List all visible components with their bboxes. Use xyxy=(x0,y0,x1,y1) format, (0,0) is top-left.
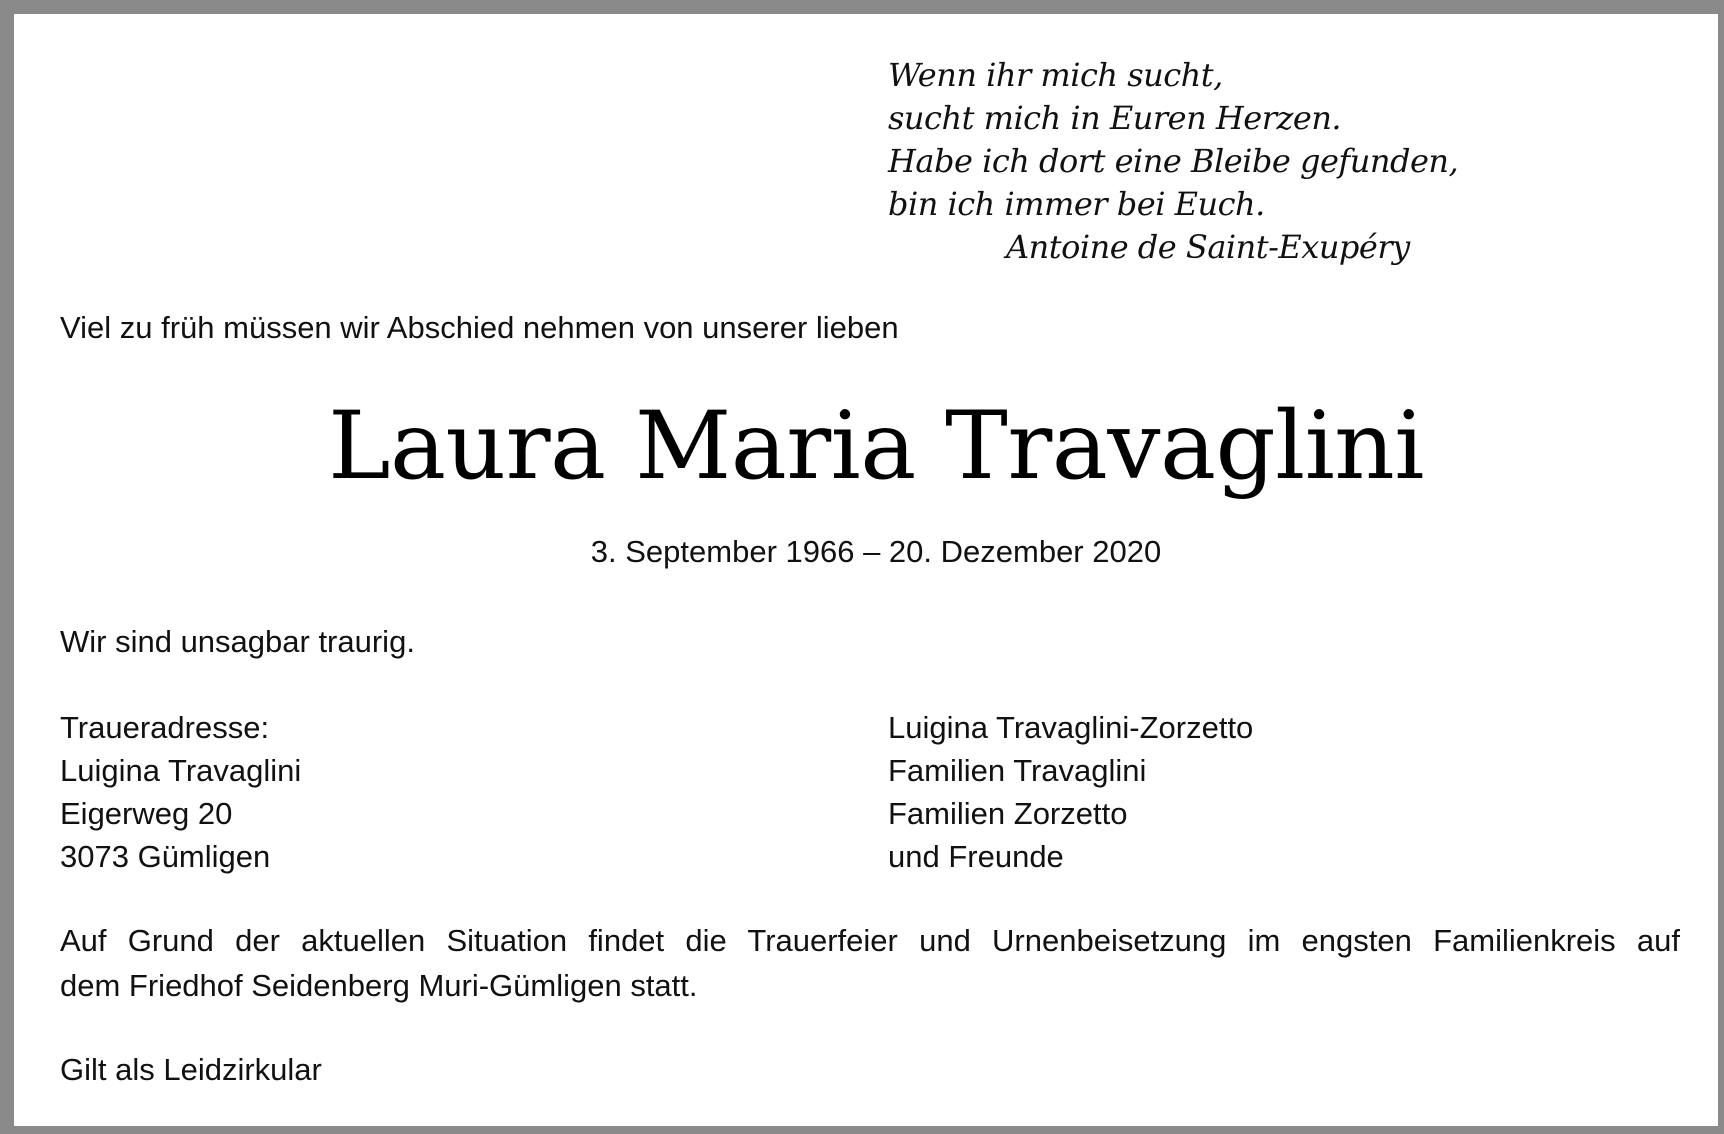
life-dates: 3. September 1966 – 20. Dezember 2020 xyxy=(590,534,1162,569)
sentiment-text: Wir sind unsagbar traurig. xyxy=(60,624,415,659)
mourner: Familien Zorzetto xyxy=(888,796,1128,831)
notice-line: Auf Grund der aktuellen Situation findet die Trauerfeier und Urnenbeisetzung im engsten Familienkreis auf xyxy=(60,923,1680,958)
quote-line: Wenn ihr mich sucht, xyxy=(888,56,1223,94)
quote-line: sucht mich in Euren Herzen. xyxy=(888,99,1342,137)
address-line: 3073 Gümligen xyxy=(60,839,271,874)
ceremony-notice xyxy=(60,918,1680,1008)
mourner: und Freunde xyxy=(888,839,1064,874)
deceased-name: Laura Maria Travaglini xyxy=(328,392,1424,501)
mourning-address xyxy=(60,706,301,878)
quote-line: bin ich immer bei Euch. xyxy=(888,185,1265,223)
mourner: Familien Travaglini xyxy=(888,753,1147,788)
intro-text: Viel zu früh müssen wir Abschied nehmen von unserer lieben xyxy=(60,310,899,345)
mourners-list xyxy=(888,706,1253,878)
obituary-notice xyxy=(14,14,1718,1126)
quote-block xyxy=(888,54,1458,269)
address-line: Luigina Travaglini xyxy=(60,753,302,788)
footer-note: Gilt als Leidzirkular xyxy=(60,1052,322,1087)
mourner: Luigina Travaglini-Zorzetto xyxy=(888,710,1254,745)
notice-line: dem Friedhof Seidenberg Muri-Gümligen statt. xyxy=(60,968,698,1003)
quote-line: Habe ich dort eine Bleibe gefunden, xyxy=(888,142,1459,180)
quote-author: Antoine de Saint-Exupéry xyxy=(1006,228,1410,266)
address-line: Eigerweg 20 xyxy=(60,796,233,831)
address-label: Traueradresse: xyxy=(60,710,270,745)
